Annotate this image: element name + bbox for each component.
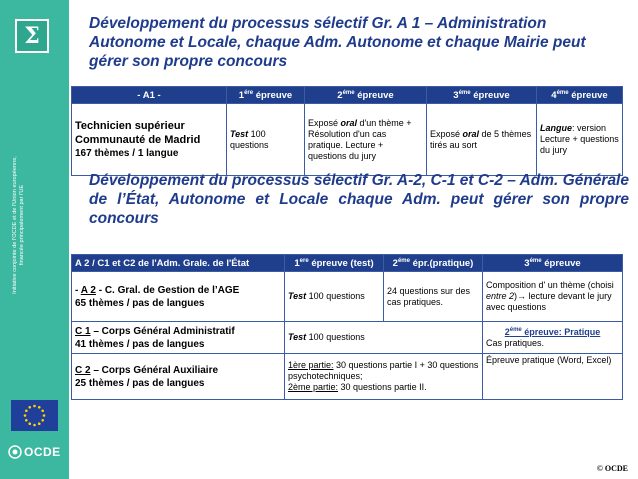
cell-text: 30 questions partie I + 30 questions psychotechniques; xyxy=(288,360,479,381)
section-title-a1: Développement du processus sélectif Gr. A 1 – Administration Autonome et Locale, chaque Adm. Autonome et chaque Mairie peut gérer son propre concours xyxy=(89,15,586,70)
header-num: 2 xyxy=(337,89,343,101)
test-label: Test xyxy=(288,332,307,342)
position-title xyxy=(75,364,281,377)
header-cell xyxy=(72,255,285,272)
header-cell xyxy=(285,255,384,272)
ocde-mark-icon xyxy=(8,445,22,459)
position-themes: 65 thèmes / pas de langues xyxy=(75,297,205,309)
table-cell xyxy=(483,322,623,354)
position-themes: 25 thèmes / pas de langues xyxy=(75,377,205,389)
header-num: 4 xyxy=(551,89,557,101)
header-text: épr.(pratique) xyxy=(409,257,474,269)
header-text: épreuve xyxy=(568,89,608,101)
position-themes: 167 thèmes / 1 langue xyxy=(75,147,179,159)
cell-emphasis: oral xyxy=(340,117,358,128)
cell-text: 30 questions partie II. xyxy=(338,382,427,392)
sidebar-text-line1: Initiative conjointe de l'OCDE et de l'Union européenne, xyxy=(12,156,18,294)
table-cell xyxy=(72,272,285,322)
sidebar-vertical-text xyxy=(12,120,26,330)
group-code: C 2 xyxy=(75,364,91,376)
header-sup: éme xyxy=(556,89,569,96)
test-label: Test xyxy=(230,128,249,139)
table-cell xyxy=(227,104,305,176)
part-two xyxy=(288,382,479,393)
header-text: épreuve: Pratique xyxy=(521,326,601,337)
cell-text: : version Lecture + questions du jury xyxy=(540,123,619,155)
cell-text: )→ lecture devant le jury avec questions xyxy=(486,291,612,312)
second-test-title xyxy=(486,327,619,338)
header-cell xyxy=(537,87,623,104)
header-num: 1 xyxy=(238,89,245,101)
header-sup: éme xyxy=(509,326,522,333)
part-label: 2ème partie: xyxy=(288,382,339,392)
header-sup: ére xyxy=(244,89,254,96)
table-cell: Épreuve pratique (Word, Excel) xyxy=(483,354,623,400)
cell-text: 100 questions xyxy=(306,332,365,342)
ocde-logo xyxy=(8,444,66,460)
table-a1-header xyxy=(72,87,623,104)
header-cell xyxy=(72,87,227,104)
header-cell xyxy=(427,87,537,104)
table-cell xyxy=(427,104,537,176)
cell-text: - xyxy=(75,284,81,296)
table-a1 xyxy=(71,86,623,176)
cell-text: Exposé xyxy=(308,117,341,128)
ocde-label: OCDE xyxy=(24,445,61,459)
header-sup: éme xyxy=(529,257,542,264)
position-title: Technicien supérieur xyxy=(75,119,185,132)
sigma-symbol: Σ xyxy=(24,23,40,49)
position-organization: Communauté de Madrid xyxy=(75,133,201,146)
header-label: - A1 - xyxy=(137,89,161,101)
cell-text: Cas pratiques. xyxy=(486,337,545,348)
cell-text: Exposé xyxy=(430,128,463,139)
table-cell xyxy=(72,354,285,400)
table-cell xyxy=(305,104,427,176)
table-a2-c1-c2 xyxy=(71,254,623,400)
sidebar-text-line2: financée principalement par l'UE xyxy=(19,184,25,266)
table-row xyxy=(72,322,623,354)
table-cell xyxy=(285,272,384,322)
header-sup: éme xyxy=(397,257,410,264)
header-num: 3 xyxy=(524,257,530,269)
part-label: 1ère partie: xyxy=(288,360,334,370)
table-a2-header xyxy=(72,255,623,272)
header-num: 2 xyxy=(392,257,398,269)
group-code: C 1 xyxy=(75,325,91,337)
cell-text: 100 questions xyxy=(230,128,269,150)
cell-text: – Corps Général Auxiliaire xyxy=(90,364,219,376)
section-title-a2-c1-c2: Développement du processus sélectif Gr. A-2, C-1 et C-2 – Adm. Générale de l’État, Autonome et Locale chaque Adm. peut gérer son propre concours xyxy=(89,172,629,227)
position-title xyxy=(75,325,281,338)
table-row xyxy=(72,104,623,176)
cell-italic: entre 2 xyxy=(486,291,515,301)
table-row xyxy=(72,272,623,322)
header-cell xyxy=(227,87,305,104)
header-label: A 2 / C1 et C2 de l'Adm. Grale. de l'État xyxy=(75,257,250,269)
header-text: épreuve xyxy=(354,89,394,101)
sidebar xyxy=(0,0,69,479)
cell-text: – Corps Général Administratif xyxy=(90,325,235,337)
header-num: 3 xyxy=(453,89,459,101)
table-cell xyxy=(72,104,227,176)
header-text: épreuve (test) xyxy=(308,257,374,269)
group-code: A 2 xyxy=(80,284,96,296)
table-row xyxy=(72,354,623,400)
table-cell xyxy=(537,104,623,176)
cell-text: 100 questions xyxy=(306,291,365,301)
copyright: © OCDE xyxy=(596,464,628,473)
cell-text: Composition d' un thème (choisi xyxy=(486,280,614,290)
table-cell xyxy=(483,272,623,322)
cell-text: de 5 thèmes tirés au sort xyxy=(430,128,532,150)
part-one xyxy=(288,360,479,382)
eu-flag-icon xyxy=(11,400,58,431)
header-cell xyxy=(483,255,623,272)
position-themes: 41 thèmes / pas de langues xyxy=(75,338,205,350)
cell-emphasis: oral xyxy=(462,128,480,139)
header-text: épreuve xyxy=(253,89,293,101)
header-sup: éme xyxy=(458,89,471,96)
table-cell xyxy=(285,322,483,354)
table-cell xyxy=(285,354,483,400)
header-num: 1 xyxy=(294,257,300,269)
table-cell xyxy=(72,322,285,354)
cell-emphasis: Langue xyxy=(540,123,573,133)
header-sup: ere xyxy=(299,257,309,264)
cell-text: - C. Gral. de Gestion de l’AGE xyxy=(95,284,240,296)
test-label: Test xyxy=(288,291,307,301)
header-sup: éme xyxy=(342,89,355,96)
table-cell: 24 questions sur des cas pratiques. xyxy=(384,272,483,322)
position-title xyxy=(75,284,281,297)
header-cell xyxy=(305,87,427,104)
header-text: épreuve xyxy=(541,257,581,269)
sigma-logo xyxy=(15,19,49,53)
header-text: épreuve xyxy=(470,89,510,101)
header-cell xyxy=(384,255,483,272)
header-num: 2 xyxy=(504,326,510,337)
cell-text: d'un thème + Résolution d'un cas pratique. Lecture + questions du jury xyxy=(308,117,412,161)
